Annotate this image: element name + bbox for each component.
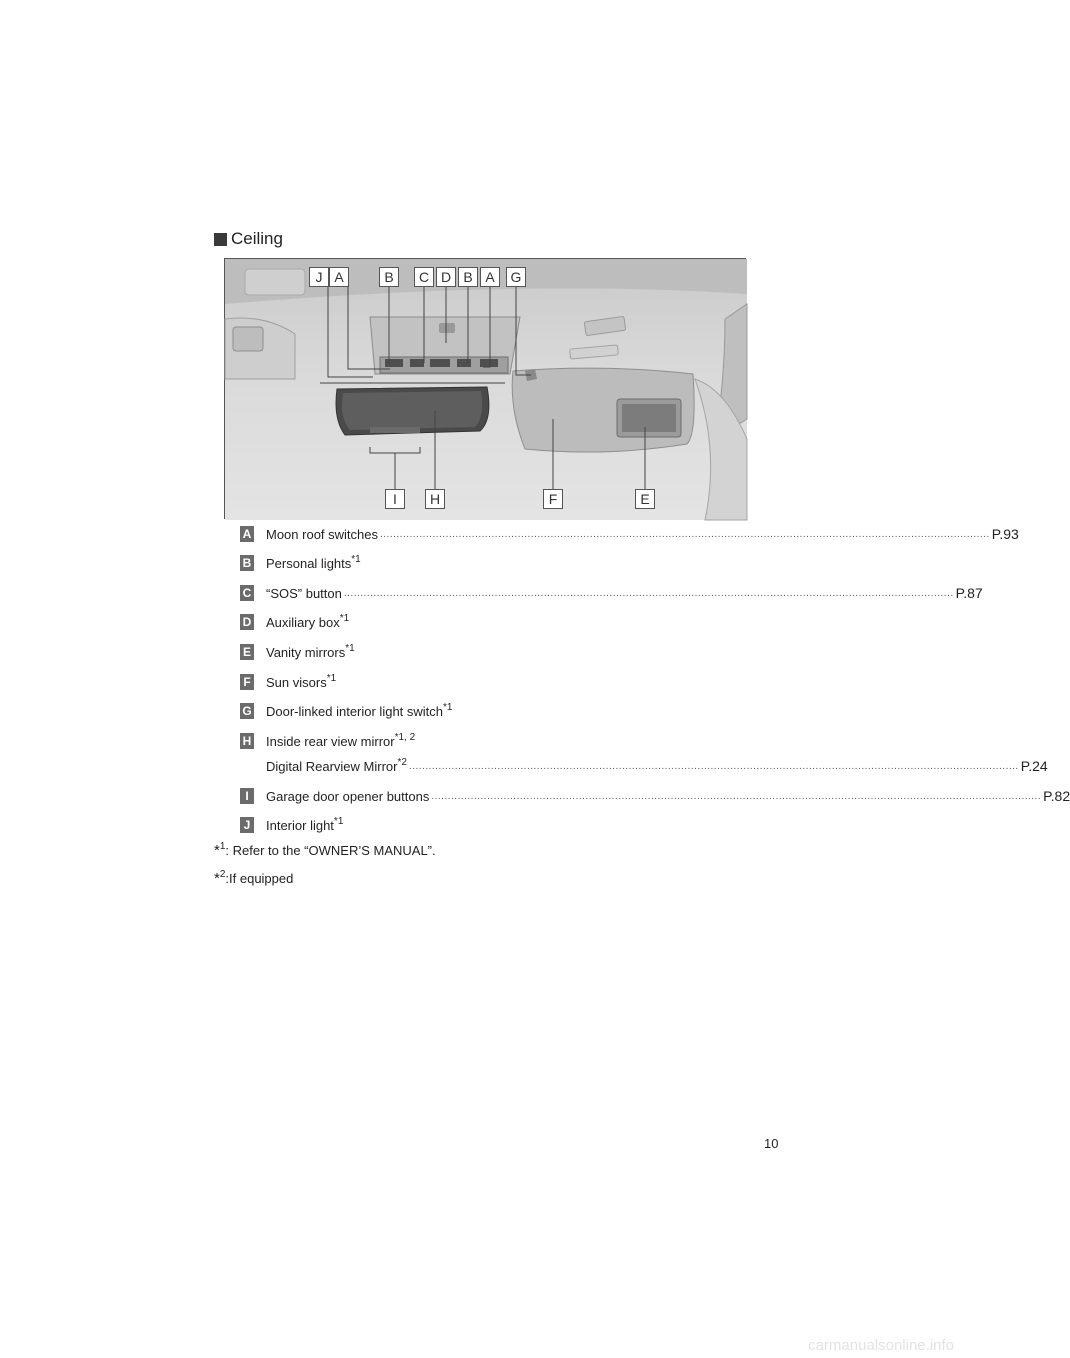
callout-J: J — [309, 267, 329, 287]
ceiling-drawing — [225, 259, 747, 520]
footnote-marker: *1, 2 — [394, 731, 416, 743]
footnote-marker: *1 — [443, 701, 453, 713]
page-reference-link[interactable]: P.93 — [991, 526, 1019, 542]
ceiling-illustration — [224, 258, 746, 519]
legend-letter-badge: G — [240, 703, 254, 719]
footnote-1 — [214, 842, 436, 859]
legend-item — [240, 731, 730, 751]
footnote-2 — [214, 870, 293, 887]
legend-label: Interior light — [266, 817, 334, 833]
legend-letter-badge: D — [240, 614, 254, 630]
leader-dots: .......................................................................................................................................................................................... — [408, 760, 1019, 772]
legend-label: Garage door opener buttons — [266, 788, 430, 804]
legend-label: Sun visors — [266, 674, 327, 690]
callout-F: F — [543, 489, 563, 509]
footnote-marker: *1 — [351, 553, 361, 565]
callout-H: H — [425, 489, 445, 509]
legend-letter-badge: C — [240, 585, 254, 601]
footnote-star: * — [214, 842, 220, 859]
legend-letter-badge: E — [240, 644, 254, 660]
callout-B: B — [379, 267, 399, 287]
legend-letter-badge: B — [240, 555, 254, 571]
callout-B: B — [458, 267, 478, 287]
leader-dots: .......................................................................................................................................................................................... — [431, 790, 1042, 802]
square-bullet-icon — [214, 233, 227, 246]
footnote-marker: *1 — [345, 642, 355, 654]
callout-I: I — [385, 489, 405, 509]
legend-label: Door-linked interior light switch — [266, 703, 444, 719]
footnote-text: :If equipped — [225, 871, 294, 886]
legend-label: Auxiliary box — [266, 614, 340, 630]
legend-letter-badge: I — [240, 788, 254, 804]
legend-letter-badge: H — [240, 733, 254, 749]
legend-letter-badge: F — [240, 674, 254, 690]
footnote-number: 1 — [219, 841, 226, 852]
section-heading — [214, 229, 283, 249]
footnote-number: 2 — [219, 869, 226, 880]
section-title: Ceiling — [231, 229, 283, 248]
legend-letter-badge: A — [240, 526, 254, 542]
legend-item — [240, 524, 1019, 544]
legend-item — [240, 672, 730, 692]
legend-label: Moon roof switches — [266, 526, 378, 542]
legend-item — [240, 786, 1070, 806]
legend-label: Vanity mirrors — [266, 644, 346, 660]
legend-sub-item — [240, 756, 1048, 776]
footnote-marker: *1 — [339, 612, 350, 624]
legend-item — [240, 815, 730, 835]
legend-item — [240, 553, 730, 573]
footnote-text: : Refer to the “OWNER’S MANUAL”. — [225, 843, 436, 858]
legend-item — [240, 642, 730, 662]
page-reference-link[interactable]: P.82 — [1043, 788, 1070, 804]
footnote-marker: *2 — [397, 756, 407, 768]
callout-D: D — [436, 267, 456, 287]
legend-label: “SOS” button — [266, 585, 342, 601]
watermark: carmanualsonline.info — [808, 1337, 954, 1354]
legend-label: Inside rear view mirror — [266, 733, 395, 749]
leader-dots: .......................................................................................................................................................................................... — [380, 528, 990, 540]
callout-C: C — [414, 267, 434, 287]
legend-letter-badge: J — [240, 817, 254, 833]
page-number: 10 — [764, 1136, 779, 1151]
callout-G: G — [506, 267, 526, 287]
callout-E: E — [635, 489, 655, 509]
legend-item — [240, 612, 730, 632]
footnote-star: * — [214, 870, 220, 887]
legend-item — [240, 701, 730, 721]
leader-dots: .......................................................................................................................................................................................... — [343, 587, 954, 599]
legend-sub-label: Digital Rearview Mirror — [266, 758, 398, 774]
footnote-marker: *1 — [326, 672, 337, 684]
page-reference-link[interactable]: P.87 — [955, 585, 983, 601]
callout-A: A — [480, 267, 500, 287]
legend-label: Personal lights — [266, 555, 352, 571]
legend-item — [240, 583, 983, 603]
page-reference-link[interactable]: P.24 — [1020, 758, 1048, 774]
callout-A: A — [329, 267, 349, 287]
footnote-marker: *1 — [333, 815, 344, 827]
